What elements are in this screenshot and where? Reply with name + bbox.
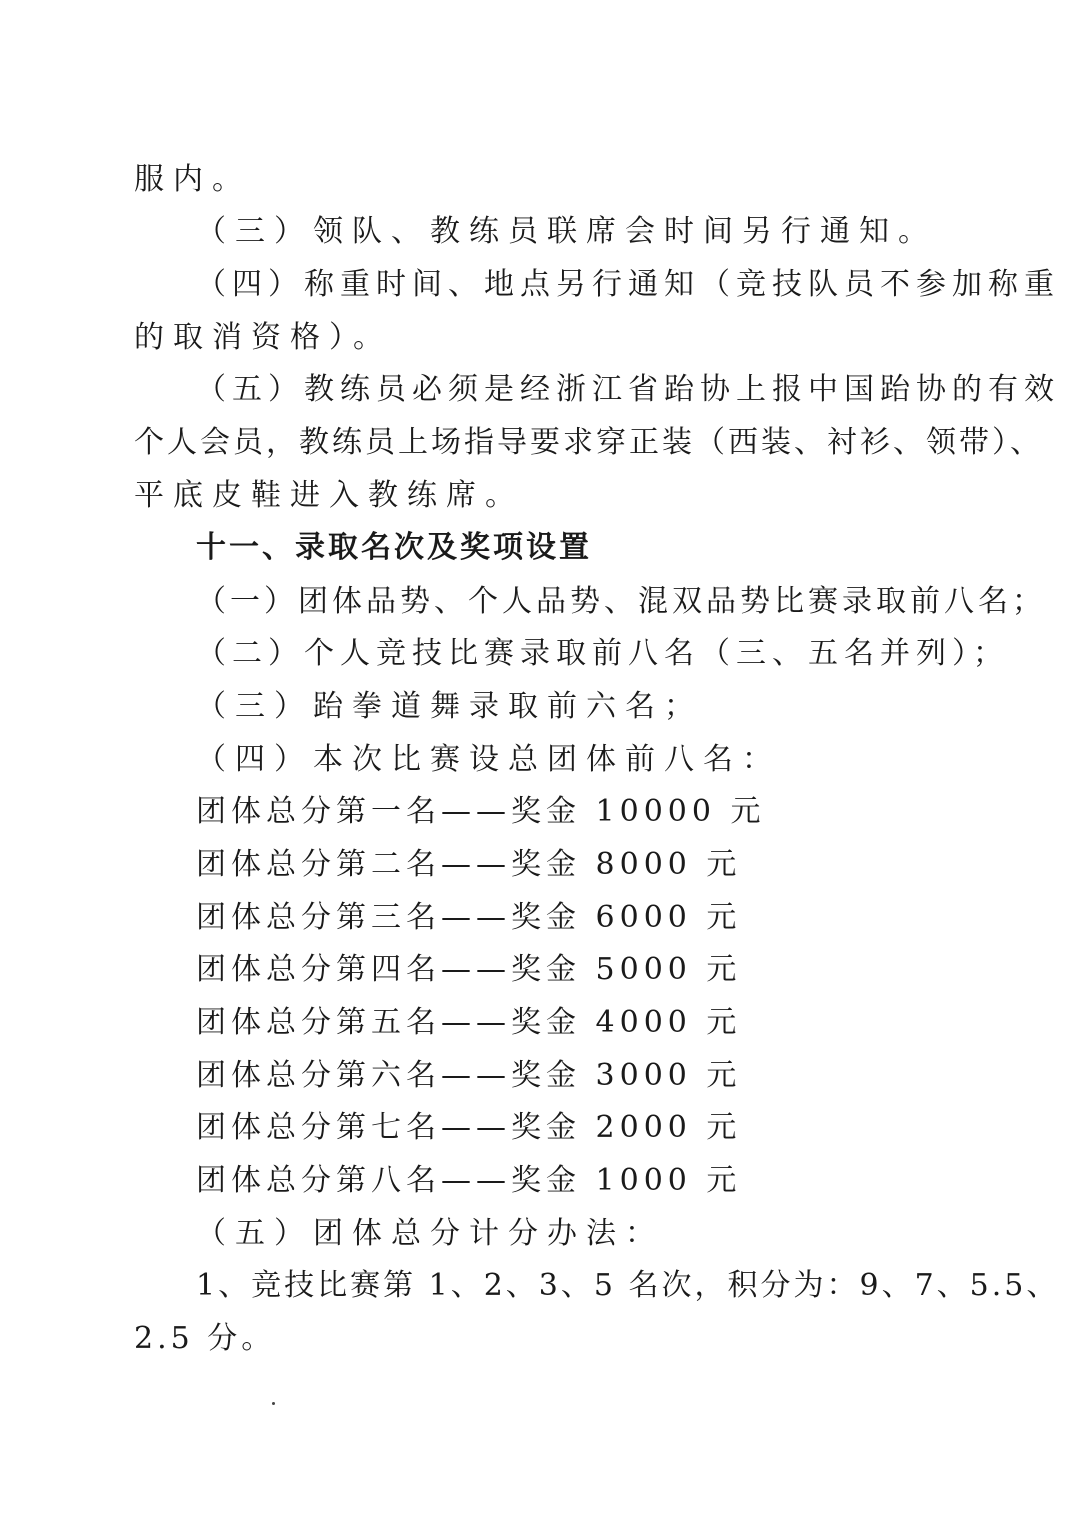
list-item: （三）跆拳道舞录取前六名； xyxy=(196,689,703,724)
list-item: （二）个人竞技比赛录取前八名（三、五名并列）； xyxy=(196,636,1009,671)
paragraph-line: （五）教练员必须是经浙江省跆协上报中国跆协的有效 xyxy=(196,372,1060,407)
prize-line: 团体总分第三名——奖金 6000 元 xyxy=(196,900,742,935)
scoring-line: 2.5 分。 xyxy=(134,1321,276,1356)
scan-speck xyxy=(272,1402,275,1405)
prize-line: 团体总分第八名——奖金 1000 元 xyxy=(196,1163,742,1198)
prize-line: 团体总分第四名——奖金 5000 元 xyxy=(196,952,742,987)
prize-line: 团体总分第七名——奖金 2000 元 xyxy=(196,1110,742,1145)
list-item: （一）团体品势、个人品势、混双品势比赛录取前八名； xyxy=(196,584,1046,619)
scoring-line: 1、竞技比赛第 1、2、3、5 名次，积分为：9、7、5.5、 xyxy=(196,1268,1060,1303)
scoring-heading: （五）团体总分计分办法： xyxy=(196,1216,664,1251)
list-item: （四）本次比赛设总团体前八名： xyxy=(196,742,781,777)
paragraph-line: （三）领队、教练员联席会时间另行通知。 xyxy=(196,214,937,249)
prize-line: 团体总分第六名——奖金 3000 元 xyxy=(196,1058,742,1093)
prize-line: 团体总分第一名——奖金 10000 元 xyxy=(196,794,766,829)
prize-line: 团体总分第五名——奖金 4000 元 xyxy=(196,1005,742,1040)
paragraph-line: 平底皮鞋进入教练席。 xyxy=(134,478,524,513)
paragraph-line: 的取消资格）。 xyxy=(134,320,392,355)
paragraph-line: （四）称重时间、地点另行通知（竞技队员不参加称重 xyxy=(196,267,1060,302)
paragraph-line: 个人会员，教练员上场指导要求穿正装（西装、衬衫、领带）、 xyxy=(134,425,1043,460)
paragraph-line: 服内。 xyxy=(134,162,251,197)
prize-line: 团体总分第二名——奖金 8000 元 xyxy=(196,847,742,882)
section-heading: 十一、录取名次及奖项设置 xyxy=(196,530,592,565)
